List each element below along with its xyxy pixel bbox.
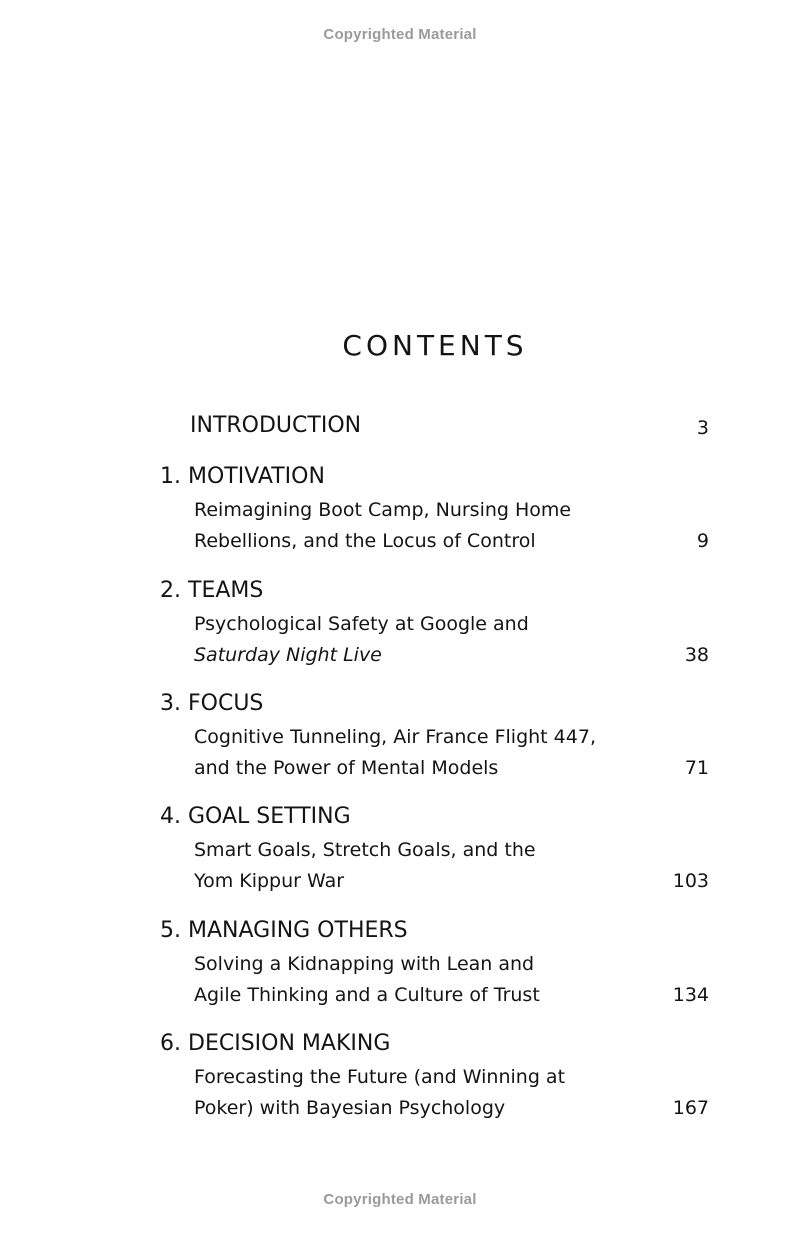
toc-subtitle-line: Saturday Night Live — [194, 644, 382, 666]
toc-chapter-name: DECISION MAKING — [188, 1031, 391, 1056]
toc-page-number: 38 — [684, 644, 709, 666]
toc-chapter-name: GOAL SETTING — [188, 804, 351, 829]
toc-entry-introduction — [160, 412, 709, 442]
toc-entry-chapter-6 — [160, 1030, 709, 1124]
toc-entry-chapter-5 — [160, 917, 709, 1011]
toc-subtitle-line: Reimagining Boot Camp, Nursing Home — [194, 499, 572, 521]
toc-subtitle-line: Solving a Kidnapping with Lean and — [194, 953, 535, 975]
toc-page-number: 103 — [672, 870, 709, 892]
toc-entry-title: INTRODUCTION — [190, 413, 362, 438]
toc-subtitle-line: Rebellions, and the Locus of Control — [194, 530, 536, 552]
toc-chapter-title — [160, 690, 263, 718]
toc-entry-chapter-3 — [160, 690, 709, 784]
toc-chapter-name: FOCUS — [188, 691, 264, 716]
toc-chapter-number: 4. — [160, 804, 181, 829]
toc-subtitle-line: Agile Thinking and a Culture of Trust — [194, 984, 540, 1006]
toc-page-number: 71 — [684, 757, 709, 779]
toc-chapter-title — [160, 463, 325, 491]
toc-page-number: 134 — [672, 984, 709, 1006]
toc-chapter-title — [160, 1030, 390, 1058]
toc-subtitle-line: Psychological Safety at Google and — [194, 613, 529, 635]
toc-chapter-number: 1. — [160, 464, 181, 489]
toc-page-number: 167 — [672, 1097, 709, 1119]
toc-chapter-name: MANAGING OTHERS — [188, 918, 408, 943]
toc-subtitle-line: and the Power of Mental Models — [194, 757, 499, 779]
toc-chapter-name: TEAMS — [188, 578, 264, 603]
toc-chapter-number: 6. — [160, 1031, 181, 1056]
toc-subtitle-line: Yom Kippur War — [194, 870, 345, 892]
toc-entry-chapter-4 — [160, 803, 709, 897]
toc-chapter-name: MOTIVATION — [188, 464, 325, 489]
toc-subtitle-line: Smart Goals, Stretch Goals, and the — [194, 839, 536, 861]
toc-entry-chapter-2 — [160, 577, 709, 671]
toc-chapter-number: 3. — [160, 691, 181, 716]
toc-subtitle-line: Poker) with Bayesian Psychology — [194, 1097, 506, 1119]
watermark-top: Copyrighted Material — [323, 26, 477, 43]
toc-page-number: 3 — [696, 417, 709, 439]
page-title: CONTENTS — [342, 329, 528, 362]
toc-subtitle-line: Forecasting the Future (and Winning at — [194, 1066, 566, 1088]
toc-chapter-title — [160, 803, 351, 831]
toc-chapter-title — [160, 577, 263, 605]
watermark-bottom: Copyrighted Material — [323, 1191, 477, 1208]
toc-entry-chapter-1 — [160, 463, 709, 557]
toc-subtitle-line: Cognitive Tunneling, Air France Flight 447, — [194, 726, 596, 748]
toc-chapter-number: 2. — [160, 578, 181, 603]
toc-chapter-title — [160, 917, 408, 945]
toc-chapter-number: 5. — [160, 918, 181, 943]
toc-page-number: 9 — [696, 530, 709, 552]
